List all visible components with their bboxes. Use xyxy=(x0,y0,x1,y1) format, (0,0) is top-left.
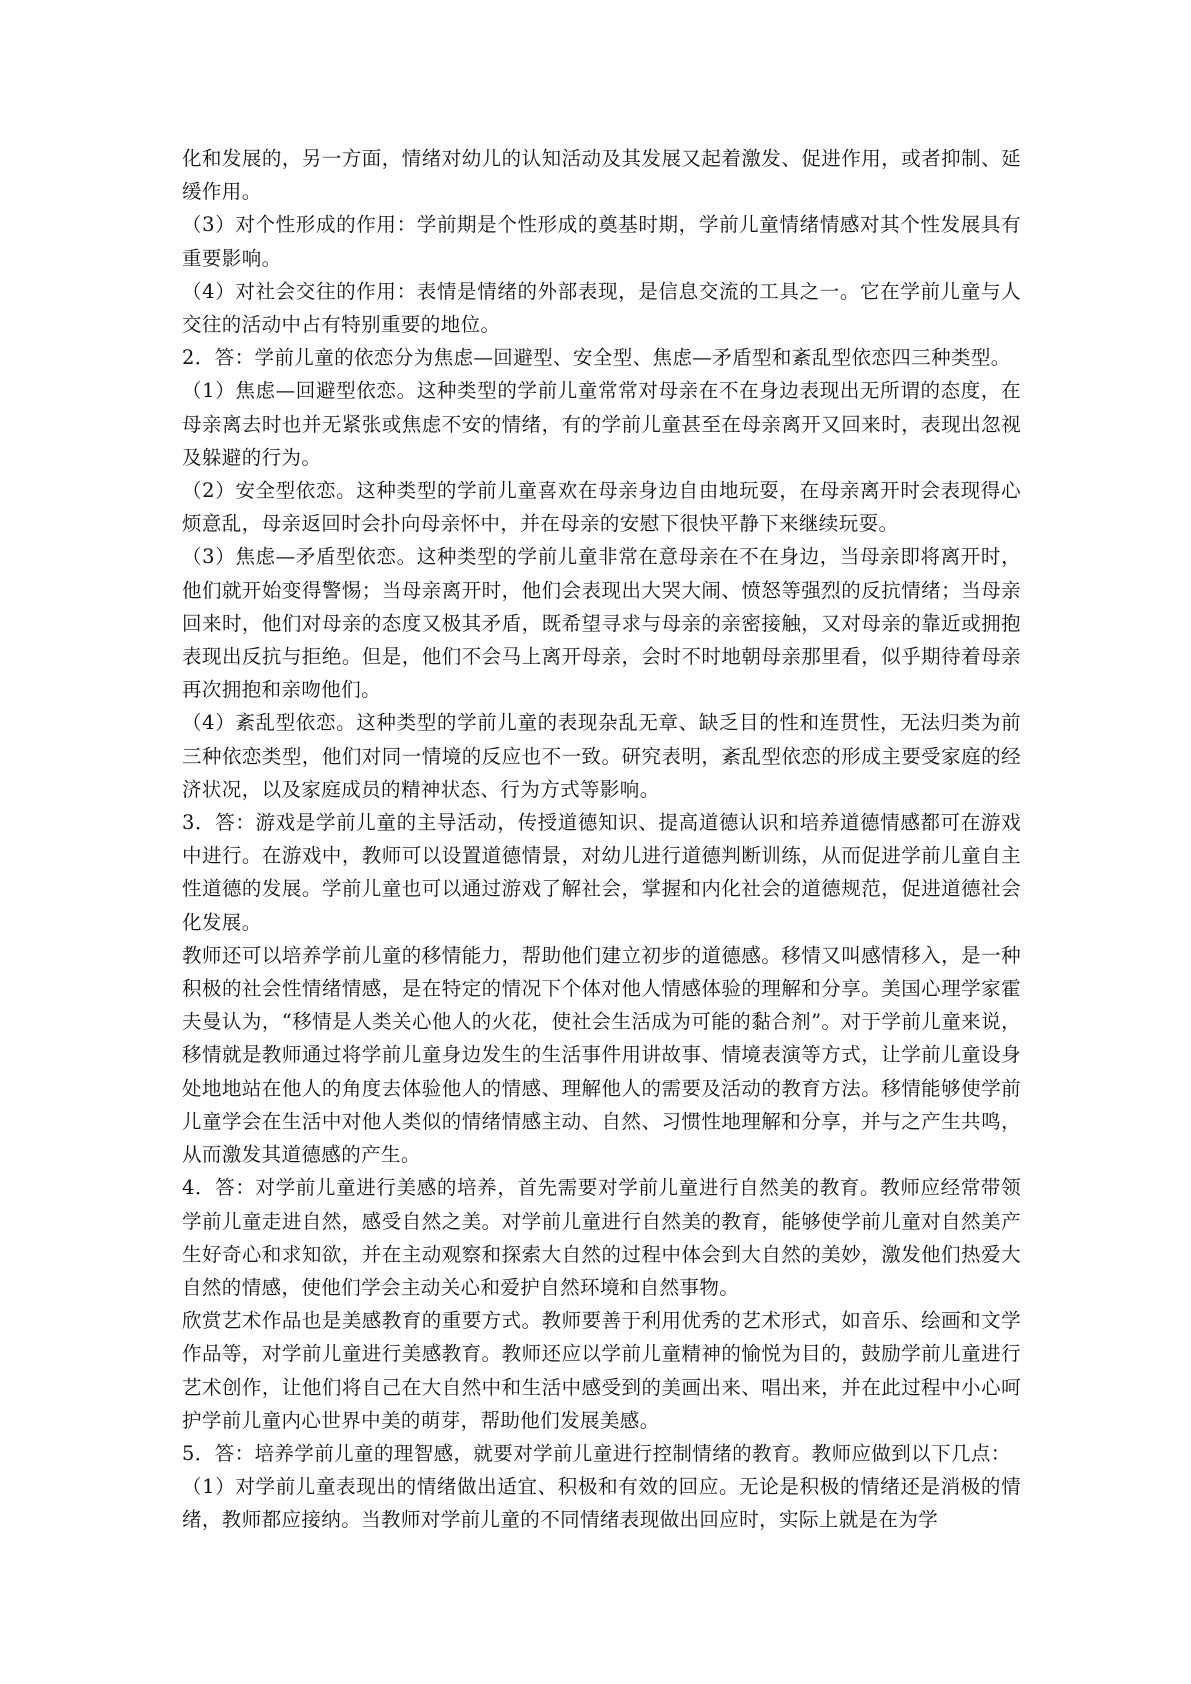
paragraph-secure-attachment: （2）安全型依恋。这种类型的学前儿童喜欢在母亲身边自由地玩耍，在母亲离开时会表现得心烦意乱，母亲返回时会扑向母亲怀中，并在母亲的安慰下很快平静下来继续玩耍。 xyxy=(182,479,1021,536)
paragraph-avoidant-attachment: （1）焦虑—回避型依恋。这种类型的学前儿童常常对母亲在不在身边表现出无所谓的态度，在母亲离去时也并无紧张或焦虑不安的情绪，有的学前儿童甚至在母亲离开又回来时，表现出忽视及躲避的行为。 xyxy=(182,379,1021,469)
document-body xyxy=(182,142,1021,1537)
paragraph-answer-4: 4．答：对学前儿童进行美感的培养，首先需要对学前儿童进行自然美的教育。教师应经常带领学前儿童走进自然，感受自然之美。对学前儿童进行自然美的教育，能够使学前儿童对自然美产生好奇心和求知欲，并在主动观察和探索大自然的过程中体会到大自然的美妙，激发他们热爱大自然的情感，使他们学会主动关心和爱护自然环境和自然事物。 xyxy=(182,1176,1021,1299)
paragraph-social-role: （4）对社会交往的作用：表情是情绪的外部表现，是信息交流的工具之一。它在学前儿童与人交往的活动中占有特别重要的地位。 xyxy=(182,279,1021,337)
paragraph-empathy: 教师还可以培养学前儿童的移情能力，帮助他们建立初步的道德感。移情又叫感情移入，是一种积极的社会性情绪情感，是在特定的情况下个体对他人情感体验的理解和分享。美国心理学家霍夫曼认为，“移情是人类关心他人的火花，使社会生活成为可能的黏合剂”。对于学前儿童来说，移情就是教师通过将学前儿童身边发生的生活事件用讲故事、情境表演等方式，让学前儿童设身处地地站在他人的角度去体验他人的情感、理解他人的需要及活动的教育方法。移情能够使学前儿童学会在生活中对他人类似的情绪情感主动、自然、习惯性地理解和分享，并与之产生共鸣，从而激发其道德感的产生。 xyxy=(182,943,1021,1167)
paragraph-personality-role: （3）对个性形成的作用：学前期是个性形成的奠基时期，学前儿童情绪情感对其个性发展具有重要影响。 xyxy=(182,213,1021,270)
paragraph-emotion-response: （1）对学前儿童表现出的情绪做出适宜、积极和有效的回应。无论是积极的情绪还是消极的情绪，教师都应接纳。当教师对学前儿童的不同情绪表现做出回应时，实际上就是在为学 xyxy=(182,1475,1021,1532)
paragraph-art-appreciation: 欣赏艺术作品也是美感教育的重要方式。教师要善于利用优秀的艺术形式，如音乐、绘画和文学作品等，对学前儿童进行美感教育。教师还应以学前儿童精神的愉悦为目的，鼓励学前儿童进行艺术创作，让他们将自己在大自然中和生活中感受到的美画出来、唱出来，并在此过程中小心呵护学前儿童内心世界中美的萌芽，帮助他们发展美感。 xyxy=(182,1309,1021,1432)
paragraph-disorganized-attachment: （4）紊乱型依恋。这种类型的学前儿童的表现杂乱无章、缺乏目的性和连贯性，无法归类为前三种依恋类型，他们对同一情境的反应也不一致。研究表明，紊乱型依恋的形成主要受家庭的经济状况，以及家庭成员的精神状态、行为方式等影响。 xyxy=(182,711,1021,801)
paragraph-answer-3: 3．答：游戏是学前儿童的主导活动，传授道德知识、提高道德认识和培养道德情感都可在游戏中进行。在游戏中，教师可以设置道德情景，对幼儿进行道德判断训练，从而促进学前儿童自主性道德的发展。学前儿童也可以通过游戏了解社会，掌握和内化社会的道德规范，促进道德社会化发展。 xyxy=(182,811,1021,934)
paragraph-emotion-cognition: 化和发展的，另一方面，情绪对幼儿的认知活动及其发展又起着激发、促进作用，或者抑制、延缓作用。 xyxy=(182,147,1021,204)
paragraph-ambivalent-attachment: （3）焦虑—矛盾型依恋。这种类型的学前儿童非常在意母亲在不在身边，当母亲即将离开时，他们就开始变得警惕；当母亲离开时，他们会表现出大哭大闹、愤怒等强烈的反抗情绪；当母亲回来时，他们对母亲的态度又极其矛盾，既希望寻求与母亲的亲密接触，又对母亲的靠近或拥抱表现出反抗与拒绝。但是，他们不会马上离开母亲，会时不时地朝母亲那里看，似乎期待着母亲再次拥抱和亲吻他们。 xyxy=(182,545,1021,702)
paragraph-answer-2: 2．答：学前儿童的依恋分为焦虑—回避型、安全型、焦虑—矛盾型和紊乱型依恋四三种类型。 xyxy=(182,346,1011,370)
paragraph-answer-5: 5．答：培养学前儿童的理智感，就要对学前儿童进行控制情绪的教育。教师应做到以下几点： xyxy=(182,1441,1011,1465)
